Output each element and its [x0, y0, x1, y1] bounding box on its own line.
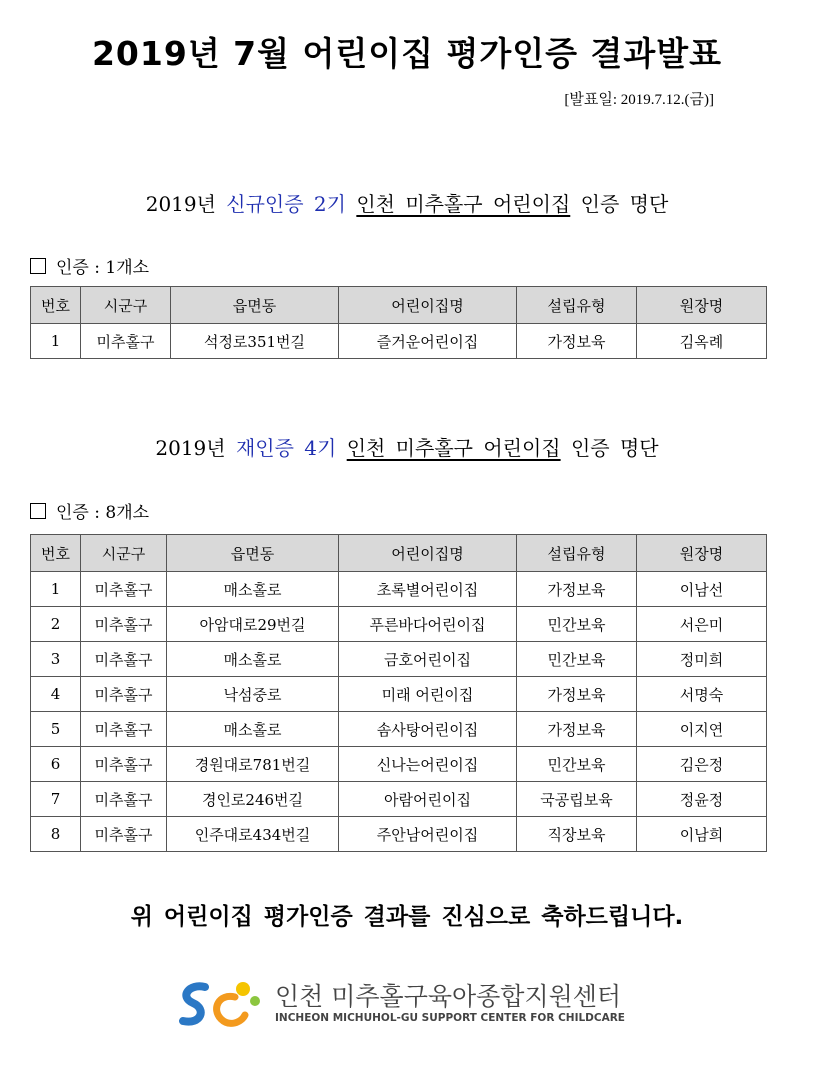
table-header-row [31, 287, 767, 324]
table-cell: 미추홀구 [81, 712, 167, 747]
table-cell: 신나는어린이집 [339, 747, 517, 782]
table-row [31, 677, 767, 712]
table-cell: 미추홀구 [81, 642, 167, 677]
table-cell: 솜사탕어린이집 [339, 712, 517, 747]
section1-table [30, 286, 767, 359]
announce-date: [발표일: 2019.7.12.(금)] [564, 92, 714, 108]
table-row [31, 642, 767, 677]
page-title: 2019년 7월 어린이집 평가인증 결과발표 [91, 34, 723, 73]
table-cell: 정미희 [637, 642, 767, 677]
column-header: 읍면동 [167, 535, 339, 572]
table-cell: 경인로246번길 [167, 782, 339, 817]
checkbox-square-icon [30, 258, 46, 274]
table-cell: 국공립보육 [517, 782, 637, 817]
section2-table [30, 534, 767, 852]
column-header: 읍면동 [171, 287, 339, 324]
table-cell: 미추홀구 [81, 747, 167, 782]
table-cell: 가정보육 [517, 677, 637, 712]
table-cell: 미추홀구 [81, 677, 167, 712]
table-cell: 5 [31, 712, 81, 747]
table-row [31, 324, 767, 359]
table-cell: 석정로351번길 [171, 324, 339, 359]
table-cell: 김은정 [637, 747, 767, 782]
table-cell: 매소홀로 [167, 712, 339, 747]
table-cell: 낙섬중로 [167, 677, 339, 712]
table-cell: 미추홀구 [81, 817, 167, 852]
table-cell: 매소홀로 [167, 642, 339, 677]
section2-heading [0, 432, 814, 461]
table-cell: 미추홀구 [81, 782, 167, 817]
table-cell: 3 [31, 642, 81, 677]
section1-region: 인천 미추홀구 어린이집 [356, 192, 571, 216]
table-cell: 직장보육 [517, 817, 637, 852]
column-header: 시군구 [81, 287, 171, 324]
section1-count [30, 253, 149, 278]
table-header-row [31, 535, 767, 572]
table-cell: 2 [31, 607, 81, 642]
table-cell: 김옥례 [637, 324, 767, 359]
table-cell: 주안남어린이집 [339, 817, 517, 852]
table-cell: 정윤정 [637, 782, 767, 817]
table-cell: 7 [31, 782, 81, 817]
table-cell: 경원대로781번길 [167, 747, 339, 782]
table-cell: 6 [31, 747, 81, 782]
column-header: 원장명 [637, 287, 767, 324]
section2-count-label: 인증 : 8개소 [56, 503, 150, 523]
table-cell: 푸른바다어린이집 [339, 607, 517, 642]
section1-suffix: 인증 명단 [580, 192, 669, 216]
table-cell: 매소홀로 [167, 572, 339, 607]
column-header: 어린이집명 [339, 535, 517, 572]
section2-count [30, 498, 149, 523]
table-row [31, 607, 767, 642]
table-cell: 가정보육 [517, 712, 637, 747]
table-cell: 가정보육 [517, 572, 637, 607]
table-cell: 이남선 [637, 572, 767, 607]
section1-year: 2019년 [145, 192, 216, 216]
table-cell: 미추홀구 [81, 607, 167, 642]
column-header: 시군구 [81, 535, 167, 572]
table-cell: 가정보육 [517, 324, 637, 359]
column-header: 원장명 [637, 535, 767, 572]
table-row [31, 817, 767, 852]
table-cell: 1 [31, 572, 81, 607]
table-row [31, 712, 767, 747]
table-cell: 서은미 [637, 607, 767, 642]
table-cell: 미추홀구 [81, 572, 167, 607]
center-logo-icon [175, 975, 267, 1031]
table-cell: 민간보육 [517, 607, 637, 642]
table-cell: 이지연 [637, 712, 767, 747]
closing-message: 위 어린이집 평가인증 결과를 진심으로 축하드립니다. [130, 904, 684, 930]
table-cell: 민간보육 [517, 642, 637, 677]
logo-name-en: INCHEON MICHUHOL-GU SUPPORT CENTER FOR CHILDCARE [275, 1012, 625, 1024]
table-cell: 초록별어린이집 [339, 572, 517, 607]
table-cell: 인주대로434번길 [167, 817, 339, 852]
table-row [31, 782, 767, 817]
section1-count-label: 인증 : 1개소 [56, 258, 150, 278]
column-header: 번호 [31, 535, 81, 572]
section2-region: 인천 미추홀구 어린이집 [346, 436, 561, 460]
section2-suffix: 인증 명단 [570, 436, 659, 460]
column-header: 어린이집명 [339, 287, 517, 324]
section2-cert-type: 재인증 4기 [235, 436, 337, 460]
table-cell: 아람어린이집 [339, 782, 517, 817]
table-cell: 1 [31, 324, 81, 359]
table-cell: 8 [31, 817, 81, 852]
center-logo [175, 975, 635, 1035]
section1-heading [0, 188, 814, 217]
column-header: 설립유형 [517, 535, 637, 572]
table-cell: 아암대로29번길 [167, 607, 339, 642]
table-cell: 즐거운어린이집 [339, 324, 517, 359]
section1-cert-type: 신규인증 2기 [226, 192, 346, 216]
column-header: 설립유형 [517, 287, 637, 324]
table-cell: 서명숙 [637, 677, 767, 712]
table-cell: 금호어린이집 [339, 642, 517, 677]
table-cell: 4 [31, 677, 81, 712]
table-cell: 이남희 [637, 817, 767, 852]
checkbox-square-icon [30, 503, 46, 519]
logo-name-ko: 인천 미추홀구육아종합지원센터 [275, 982, 622, 1011]
column-header: 번호 [31, 287, 81, 324]
table-cell: 민간보육 [517, 747, 637, 782]
table-row [31, 747, 767, 782]
table-cell: 미래 어린이집 [339, 677, 517, 712]
table-row [31, 572, 767, 607]
table-cell: 미추홀구 [81, 324, 171, 359]
section2-year: 2019년 [155, 436, 226, 460]
